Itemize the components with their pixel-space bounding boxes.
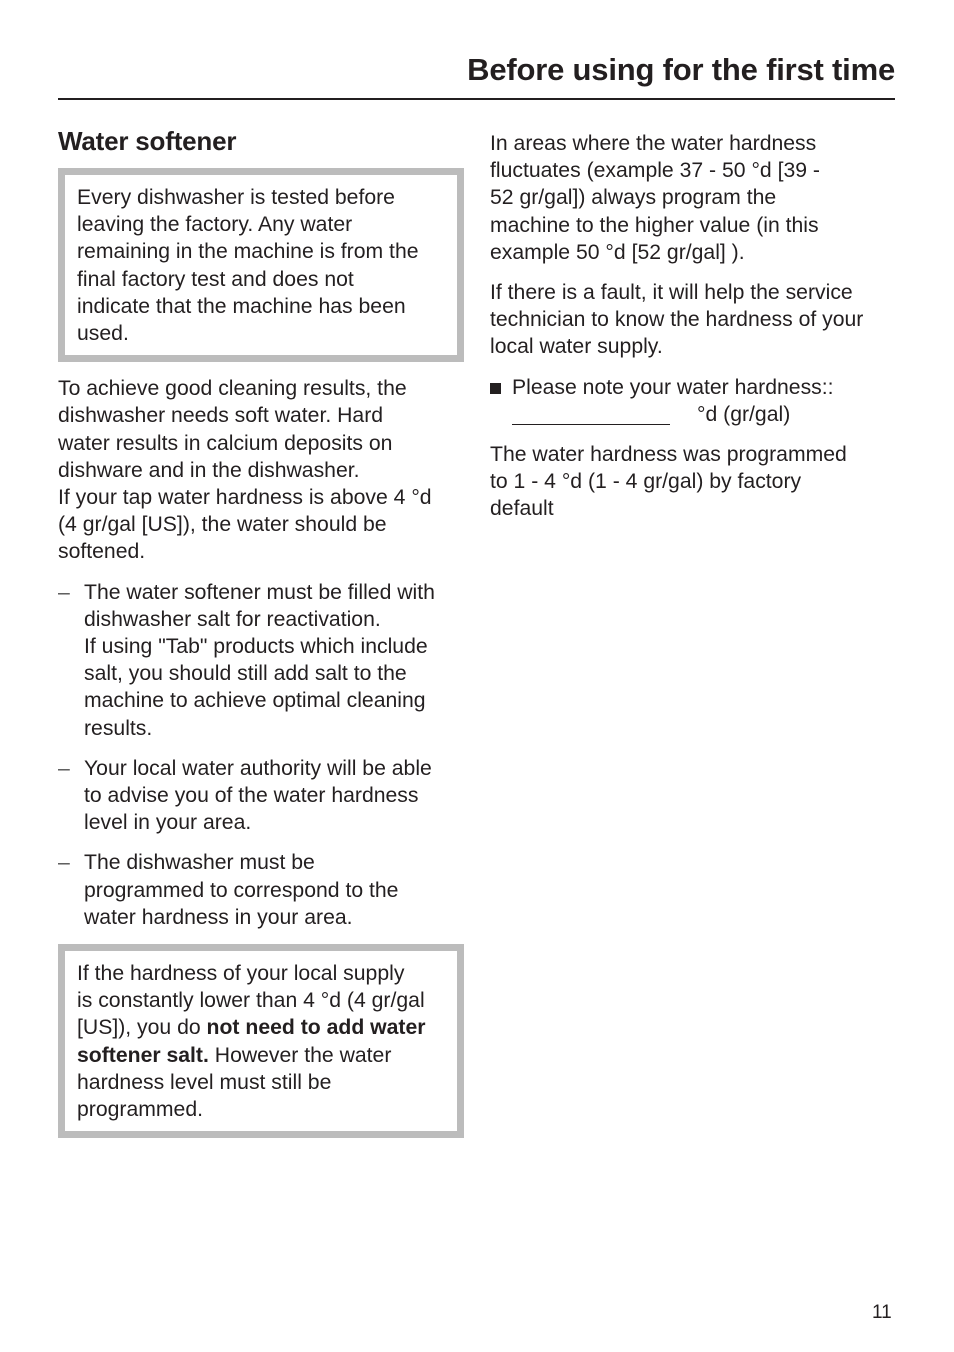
right-column bbox=[490, 130, 898, 536]
low-hardness-note bbox=[58, 944, 464, 1138]
list-item-text: Your local water authority will be able to advise you of the water hardness level in your area. bbox=[84, 756, 432, 835]
left-column bbox=[58, 124, 466, 1138]
list-item bbox=[58, 755, 466, 837]
factory-default-paragraph: The water hardness was programmed to 1 - 4 °d (1 - 4 gr/gal) by factory default bbox=[490, 443, 847, 521]
section-heading: Water softener bbox=[58, 126, 237, 156]
hardness-note-label: Please note your water hardness:: bbox=[512, 375, 834, 399]
dash-marker: – bbox=[58, 851, 70, 875]
dash-marker: – bbox=[58, 756, 70, 780]
factory-test-note-text: Every dishwasher is tested before leaving the factory. Any water remaining in the machine is from the final factory test and does not indicate that the machine has been used. bbox=[77, 186, 419, 346]
hardness-fill-line bbox=[512, 401, 898, 428]
requirements-list bbox=[58, 579, 466, 931]
list-item-text: The dishwasher must be programmed to correspond to the water hardness in your area. bbox=[84, 851, 399, 929]
note-text-part2: However the water hardness level must still be programmed. bbox=[77, 1043, 392, 1122]
fault-paragraph: If there is a fault, it will help the service technician to know the hardness of your local water supply. bbox=[490, 281, 864, 359]
square-bullet-icon bbox=[490, 383, 501, 394]
low-hardness-note-text bbox=[77, 960, 449, 1123]
note-text-part1: If the hardness of your local supply is constantly lower than 4 °d (4 gr/gal [US]), you do bbox=[77, 962, 425, 1040]
list-item-text: The water softener must be filled with dishwasher salt for reactivation. If using "Tab" products which include salt, you should still add salt to the machine to achieve optimal cleaning results. bbox=[84, 580, 435, 740]
dash-marker: – bbox=[58, 580, 70, 604]
page-header bbox=[58, 52, 895, 100]
hardness-unit: °d (gr/gal) bbox=[697, 402, 791, 426]
list-item bbox=[58, 849, 466, 931]
fluctuation-paragraph: In areas where the water hardness fluctuates (example 37 - 50 °d [39 - 52 gr/gal]) always program the machine to the higher value (in this example 50 °d [52 gr/gal] ). bbox=[490, 132, 820, 264]
page-title: Before using for the first time bbox=[467, 52, 895, 87]
intro-paragraph: To achieve good cleaning results, the dishwasher needs soft water. Hard water results in calcium deposits on dishware and in the dishwasher. If your tap water hardness is above 4 °d (4 gr/gal [US]), the water should be softened. bbox=[58, 377, 432, 564]
page-number: 11 bbox=[872, 1302, 892, 1323]
note-text-bold: not need to add water softener salt. bbox=[77, 1016, 426, 1067]
hardness-note-item bbox=[490, 374, 898, 428]
hardness-blank-field[interactable] bbox=[512, 405, 670, 425]
list-item bbox=[58, 579, 466, 742]
factory-test-note bbox=[58, 168, 464, 362]
